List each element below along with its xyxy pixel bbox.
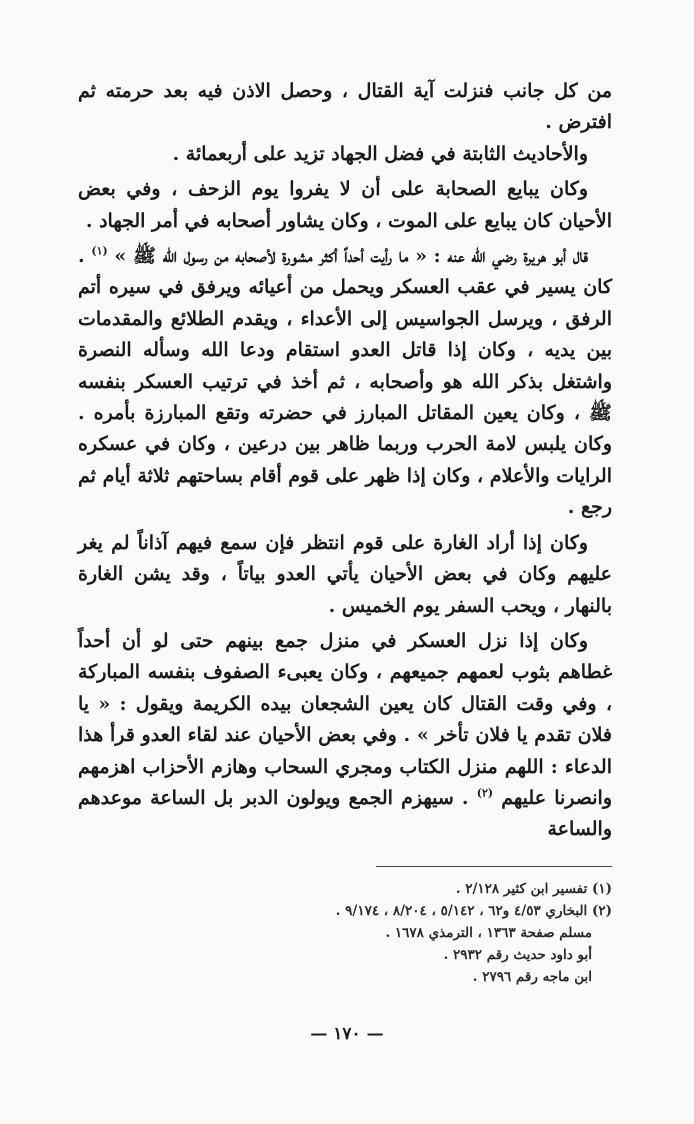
paragraph-1: من كل جانب فنزلت آية القتال ، وحصل الاذن فيه بعد حرمته ثم افترض . (78, 80, 612, 134)
page-number: — ١٧٠ — (310, 1024, 384, 1044)
paragraph-5: وكان إذا أراد الغارة على قوم انتظر فإن سمع فيهم آذاناً لم يغر عليهم وكان في بعض الأحيان يأتي العدو بياتاً ، وقد يشن الغارة بالنهار ، ويحب السفر يوم الخميس . (78, 531, 612, 617)
footnotes (78, 878, 612, 988)
footnote-2: (٢) البخاري ٤/٥٣ و٦٢ ، ٥/١٤٢ ، ٨/٢٠٤ ، ٩/١٧٤ . (335, 903, 612, 919)
paragraph-6 (78, 626, 612, 846)
paragraph-4-before: قال أبو هريرة رضي الله عنه : « ما رأيت أحداً أكثر مشورة لأصحابه من رسول الله ﷺ » (114, 245, 588, 268)
footnote-2-line-3: أبو داود حديث رقم ٢٩٣٢ . (443, 947, 592, 963)
paragraph-6-before: وكان إذا نزل العسكر في منزل جمع بينهم حتى لو أن أحداً غطاهم بثوب لعمهم جميعهم ، وكان يعبىء الصفوف بنفسه المباركة ، وفي وقت القتال كان يعين الشجعان بيده الكريمة ويقول : « يا فلان تقدم يا فلان تأخر » . وفي بعض الأحيان عند لقاء العدو قرأ هذا الدعاء : اللهم منزل الكتاب ومجري السحاب وهازم الأحزاب اهزمهم وانصرنا عليهم (78, 629, 612, 809)
main-text (78, 76, 612, 846)
paragraph-4 (78, 241, 612, 524)
footnote-1: (١) تفسير ابن كثير ٢/١٢٨ . (455, 881, 612, 897)
footnote-ref-1: (١) (91, 244, 108, 258)
footnote-ref-2: (٢) (476, 786, 494, 800)
footnote-2-line-4: ابن ماجه رقم ٢٧٩٦ . (472, 969, 592, 985)
footnote-2-line-2: مسلم صفحة ١٣٦٣ ، الترمذي ١٦٧٨ . (385, 925, 592, 941)
paragraph-6-after: . سيهزم الجمع ويولون الدبر بل الساعة موعدهم والساعة (78, 786, 612, 841)
paragraph-4-after: . كان يسير في عقب العسكر ويحمل من أعيائه ويرفق في سيره أتم الرفق ، ويرسل الجواسيس إلى الأعداء ، ويقدم الطلائع والمقدمات بين يديه ، وكان إذا قاتل العدو استقام ودعا الله وسأله النصرة واشتغل بذكر الله هو وأصحابه ، ثم أخذ في ترتيب العسكر بنفسه ﷺ ، وكان يعين المقاتل المبارز في حضرته وتقع المبارزة بأمره . وكان يلبس لامة الحرب وربما ظاهر بين درعين ، وكان في عسكره الرايات والأعلام ، وكان إذا ظهر على قوم أقام بساحتهم ثلاثة أيام ثم رجع . (78, 245, 612, 519)
paragraph-2: والأحاديث الثابتة في فضل الجهاد تزيد على أربعمائة . (172, 142, 588, 165)
paragraph-3: وكان يبايع الصحابة على أن لا يفروا يوم الزحف ، وفي بعض الأحيان كان يبايع على الموت ، وكان يشاور أصحابه في أمر الجهاد . (78, 178, 612, 232)
footnote-divider (376, 866, 612, 867)
